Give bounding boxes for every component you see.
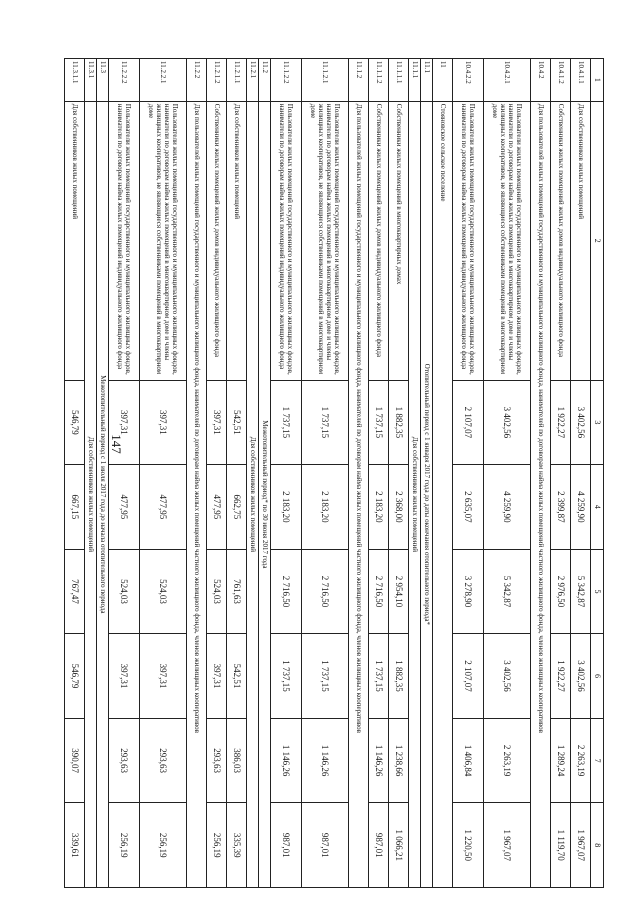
row-description: Собственники жилых помещений жилых домов индивидуального жилищного фонда bbox=[207, 101, 227, 380]
tariff-value: 761,63 bbox=[227, 549, 247, 634]
table-header-row bbox=[591, 59, 604, 888]
row-code: 10.4.2.1 bbox=[484, 59, 531, 102]
row-code: 11.2.1.1 bbox=[227, 59, 247, 102]
table-row bbox=[484, 59, 531, 888]
tariff-value: 293,63 bbox=[109, 718, 140, 803]
tariff-value: 2 107,07 bbox=[453, 634, 484, 719]
tariff-value: 2 976,50 bbox=[551, 549, 571, 634]
table-row bbox=[409, 59, 421, 888]
row-code: 10.4.2.2 bbox=[453, 59, 484, 102]
tariff-value: 1 737,15 bbox=[369, 380, 389, 465]
section-heading: Отопительный период с 1 января 2017 года до даты окончания отопительного периода* bbox=[421, 101, 433, 887]
row-description: Для собственников жилых помещений bbox=[571, 101, 591, 380]
row-description: Пользователи жилых помещений государственного и муниципального жилищных фондов, наниматели по договорам найма жилых помещений в многоквартирном доме и члены жилищных кооперативов, не являющиеся собственниками помещений в многоквартирном доме bbox=[302, 101, 349, 380]
tariff-value: 1 737,15 bbox=[369, 634, 389, 719]
row-code: 11.1.1.1 bbox=[389, 59, 409, 102]
table-row bbox=[551, 59, 571, 888]
tariff-value: 386,03 bbox=[227, 718, 247, 803]
table-row bbox=[97, 59, 109, 888]
tariff-value: 2 716,50 bbox=[302, 549, 349, 634]
tariff-value: 987,01 bbox=[369, 803, 389, 888]
tariff-value: 2 107,07 bbox=[453, 380, 484, 465]
tariff-value: 1 737,15 bbox=[271, 380, 302, 465]
table-row bbox=[389, 59, 409, 888]
row-code: 11.2.1 bbox=[247, 59, 259, 102]
tariff-value: 397,31 bbox=[109, 634, 140, 719]
section-heading: Межотопительный период* по 30 июня 2017 года bbox=[259, 101, 271, 887]
tariff-value: 1 737,15 bbox=[302, 634, 349, 719]
row-code: 11.1.2.1 bbox=[302, 59, 349, 102]
table-row bbox=[259, 59, 271, 888]
row-code: 11.3.1.1 bbox=[65, 59, 85, 102]
section-heading: Для собственников жилых помещений bbox=[409, 101, 421, 887]
section-heading: Стояновское сельское поселение bbox=[433, 101, 453, 887]
tariff-value: 397,31 bbox=[207, 634, 227, 719]
tariff-value: 2 183,20 bbox=[369, 465, 389, 550]
table-row bbox=[109, 59, 140, 888]
table-row bbox=[349, 59, 369, 888]
column-number: 2 bbox=[591, 101, 604, 380]
row-code: 11.3.1 bbox=[85, 59, 97, 102]
row-description: Пользователи жилых помещений государственного и муниципального жилищных фондов, наниматели по договорам найма жилых помещений в многоквартирном доме и члены жилищных кооперативов, не являющиеся собственниками помещений в многоквартирном доме bbox=[140, 101, 187, 380]
page-number: 147 bbox=[109, 434, 124, 454]
tariff-value: 2 183,20 bbox=[302, 465, 349, 550]
row-code: 11.1.1 bbox=[409, 59, 421, 102]
rotated-table-container bbox=[69, 58, 604, 888]
tariff-value: 1 882,35 bbox=[389, 634, 409, 719]
tariff-value: 1 238,66 bbox=[389, 718, 409, 803]
table-row bbox=[531, 59, 551, 888]
section-heading: Для пользователей жилых помещений государственного и муниципального жилищного фонда, нанимателей по договорам найма жилых помещений частного жилищного фонда, членов жилищных кооперативов bbox=[531, 101, 551, 887]
tariff-value: 2 263,19 bbox=[571, 718, 591, 803]
column-number: 1 bbox=[591, 59, 604, 102]
row-code: 10.4.1.2 bbox=[551, 59, 571, 102]
tariff-value: 1 146,26 bbox=[369, 718, 389, 803]
row-description: Собственники жилых помещений в многоквартирных домах bbox=[389, 101, 409, 380]
row-code: 11.1.2 bbox=[349, 59, 369, 102]
table-row bbox=[65, 59, 85, 888]
tariff-value: 397,31 bbox=[207, 380, 227, 465]
tariff-value: 397,31 bbox=[140, 380, 187, 465]
tariff-value: 767,47 bbox=[65, 549, 85, 634]
tariff-value: 1 967,07 bbox=[484, 803, 531, 888]
tariff-value: 1 146,26 bbox=[302, 718, 349, 803]
tariff-value: 477,95 bbox=[109, 465, 140, 550]
tariff-value: 1 146,26 bbox=[271, 718, 302, 803]
tariff-value: 339,61 bbox=[65, 803, 85, 888]
row-code: 11.2.2.2 bbox=[109, 59, 140, 102]
row-code: 11.1 bbox=[421, 59, 433, 102]
tariff-value: 4 259,90 bbox=[484, 465, 531, 550]
row-code: 10.4.2 bbox=[531, 59, 551, 102]
tariff-value: 1 406,84 bbox=[453, 718, 484, 803]
tariff-value: 524,03 bbox=[207, 549, 227, 634]
tariff-value: 3 402,56 bbox=[571, 634, 591, 719]
tariff-value: 546,79 bbox=[65, 380, 85, 465]
row-code: 11.2.2.1 bbox=[140, 59, 187, 102]
tariff-value: 256,19 bbox=[109, 803, 140, 888]
tariff-value: 477,95 bbox=[207, 465, 227, 550]
tariff-table bbox=[64, 58, 604, 888]
row-code: 11.2.1.2 bbox=[207, 59, 227, 102]
row-code: 11.2.2 bbox=[187, 59, 207, 102]
tariff-value: 662,75 bbox=[227, 465, 247, 550]
table-row bbox=[227, 59, 247, 888]
table-row bbox=[369, 59, 389, 888]
section-heading: Для пользователей жилых помещений государственного и муниципального жилищного фонда, нанимателей по договорам найма жилых помещений частного жилищного фонда, членов жилищных кооперативов bbox=[187, 101, 207, 887]
row-code: 11.2 bbox=[259, 59, 271, 102]
tariff-value: 1 289,24 bbox=[551, 718, 571, 803]
tariff-value: 987,01 bbox=[302, 803, 349, 888]
column-number: 7 bbox=[591, 718, 604, 803]
tariff-value: 2 716,50 bbox=[369, 549, 389, 634]
column-number: 3 bbox=[591, 380, 604, 465]
tariff-value: 335,39 bbox=[227, 803, 247, 888]
table-row bbox=[433, 59, 453, 888]
tariff-value: 2 716,50 bbox=[271, 549, 302, 634]
tariff-value: 987,01 bbox=[271, 803, 302, 888]
tariff-value: 5 342,87 bbox=[571, 549, 591, 634]
table-row bbox=[453, 59, 484, 888]
row-description: Собственники жилых помещений жилых домов индивидуального жилищного фонда bbox=[551, 101, 571, 380]
section-heading: Межотопительный период с 1 июля 2017 года до начала отопительного периода bbox=[97, 101, 109, 887]
tariff-value: 542,51 bbox=[227, 634, 247, 719]
tariff-value: 397,31 bbox=[109, 380, 140, 465]
table-row bbox=[271, 59, 302, 888]
tariff-value: 397,31 bbox=[140, 634, 187, 719]
row-description: Пользователи жилых помещений государственного и муниципального жилищных фондов, наниматели по договорам найма жилых помещений индивидуального жилищного фонда bbox=[453, 101, 484, 380]
row-description: Пользователи жилых помещений государственного и муниципального жилищных фондов, наниматели по договорам найма жилых помещений в многоквартирном доме и члены жилищных кооперативов, не являющиеся собственниками помещений в многоквартирном доме bbox=[484, 101, 531, 380]
row-code: 11.3 bbox=[97, 59, 109, 102]
tariff-table-body bbox=[65, 59, 604, 888]
row-description: Для собственников жилых помещений bbox=[227, 101, 247, 380]
table-row bbox=[85, 59, 97, 888]
tariff-value: 2 368,00 bbox=[389, 465, 409, 550]
tariff-value: 390,07 bbox=[65, 718, 85, 803]
row-code: 11.1.2.2 bbox=[271, 59, 302, 102]
row-description: Пользователи жилых помещений государственного и муниципального жилищных фондов, наниматели по договорам найма жилых помещений индивидуального жилищного фонда bbox=[271, 101, 302, 380]
row-code: 11.1.1.2 bbox=[369, 59, 389, 102]
row-description: Для собственников жилых помещений bbox=[65, 101, 85, 380]
tariff-value: 1 967,07 bbox=[571, 803, 591, 888]
tariff-value: 667,15 bbox=[65, 465, 85, 550]
tariff-value: 3 402,56 bbox=[571, 380, 591, 465]
section-heading: Для собственников жилых помещений bbox=[85, 101, 97, 887]
tariff-value: 1 119,70 bbox=[551, 803, 571, 888]
table-row bbox=[140, 59, 187, 888]
tariff-value: 256,19 bbox=[140, 803, 187, 888]
tariff-value: 2 263,19 bbox=[484, 718, 531, 803]
tariff-value: 293,63 bbox=[207, 718, 227, 803]
tariff-value: 3 402,56 bbox=[484, 380, 531, 465]
tariff-value: 1 737,15 bbox=[271, 634, 302, 719]
tariff-value: 3 402,56 bbox=[484, 634, 531, 719]
tariff-value: 2 399,87 bbox=[551, 465, 571, 550]
section-heading: Для пользователей жилых помещений государственного и муниципального жилищного фонда, нанимателей по договорам найма жилых помещений частного жилищного фонда, членов жилищных кооперативов bbox=[349, 101, 369, 887]
tariff-value: 2 183,20 bbox=[271, 465, 302, 550]
table-row bbox=[302, 59, 349, 888]
tariff-value: 3 278,90 bbox=[453, 549, 484, 634]
section-heading: Для собственников жилых помещений bbox=[247, 101, 259, 887]
table-row bbox=[421, 59, 433, 888]
tariff-value: 1 066,21 bbox=[389, 803, 409, 888]
table-row bbox=[247, 59, 259, 888]
row-code: 10.4.1.1 bbox=[571, 59, 591, 102]
row-code: 11 bbox=[433, 59, 453, 102]
row-description: Пользователи жилых помещений государственного и муниципального жилищных фондов, наниматели по договорам найма жилых помещений индивидуального жилищного фонда bbox=[109, 101, 140, 380]
tariff-value: 477,95 bbox=[140, 465, 187, 550]
column-number: 4 bbox=[591, 465, 604, 550]
table-row bbox=[571, 59, 591, 888]
row-description: Собственники жилых помещений жилых домов индивидуального жилищного фонда bbox=[369, 101, 389, 380]
tariff-value: 1 220,50 bbox=[453, 803, 484, 888]
tariff-value: 546,79 bbox=[65, 634, 85, 719]
tariff-value: 2 954,10 bbox=[389, 549, 409, 634]
tariff-value: 4 259,90 bbox=[571, 465, 591, 550]
tariff-value: 524,03 bbox=[140, 549, 187, 634]
tariff-value: 542,51 bbox=[227, 380, 247, 465]
tariff-value: 1 922,27 bbox=[551, 380, 571, 465]
tariff-value: 1 882,35 bbox=[389, 380, 409, 465]
column-number: 8 bbox=[591, 803, 604, 888]
tariff-value: 256,19 bbox=[207, 803, 227, 888]
tariff-value: 293,63 bbox=[140, 718, 187, 803]
tariff-value: 5 342,87 bbox=[484, 549, 531, 634]
column-number: 5 bbox=[591, 549, 604, 634]
tariff-value: 524,03 bbox=[109, 549, 140, 634]
tariff-value: 2 635,07 bbox=[453, 465, 484, 550]
tariff-value: 1 922,27 bbox=[551, 634, 571, 719]
table-row bbox=[207, 59, 227, 888]
column-number: 6 bbox=[591, 634, 604, 719]
tariff-value: 1 737,15 bbox=[302, 380, 349, 465]
table-row bbox=[187, 59, 207, 888]
